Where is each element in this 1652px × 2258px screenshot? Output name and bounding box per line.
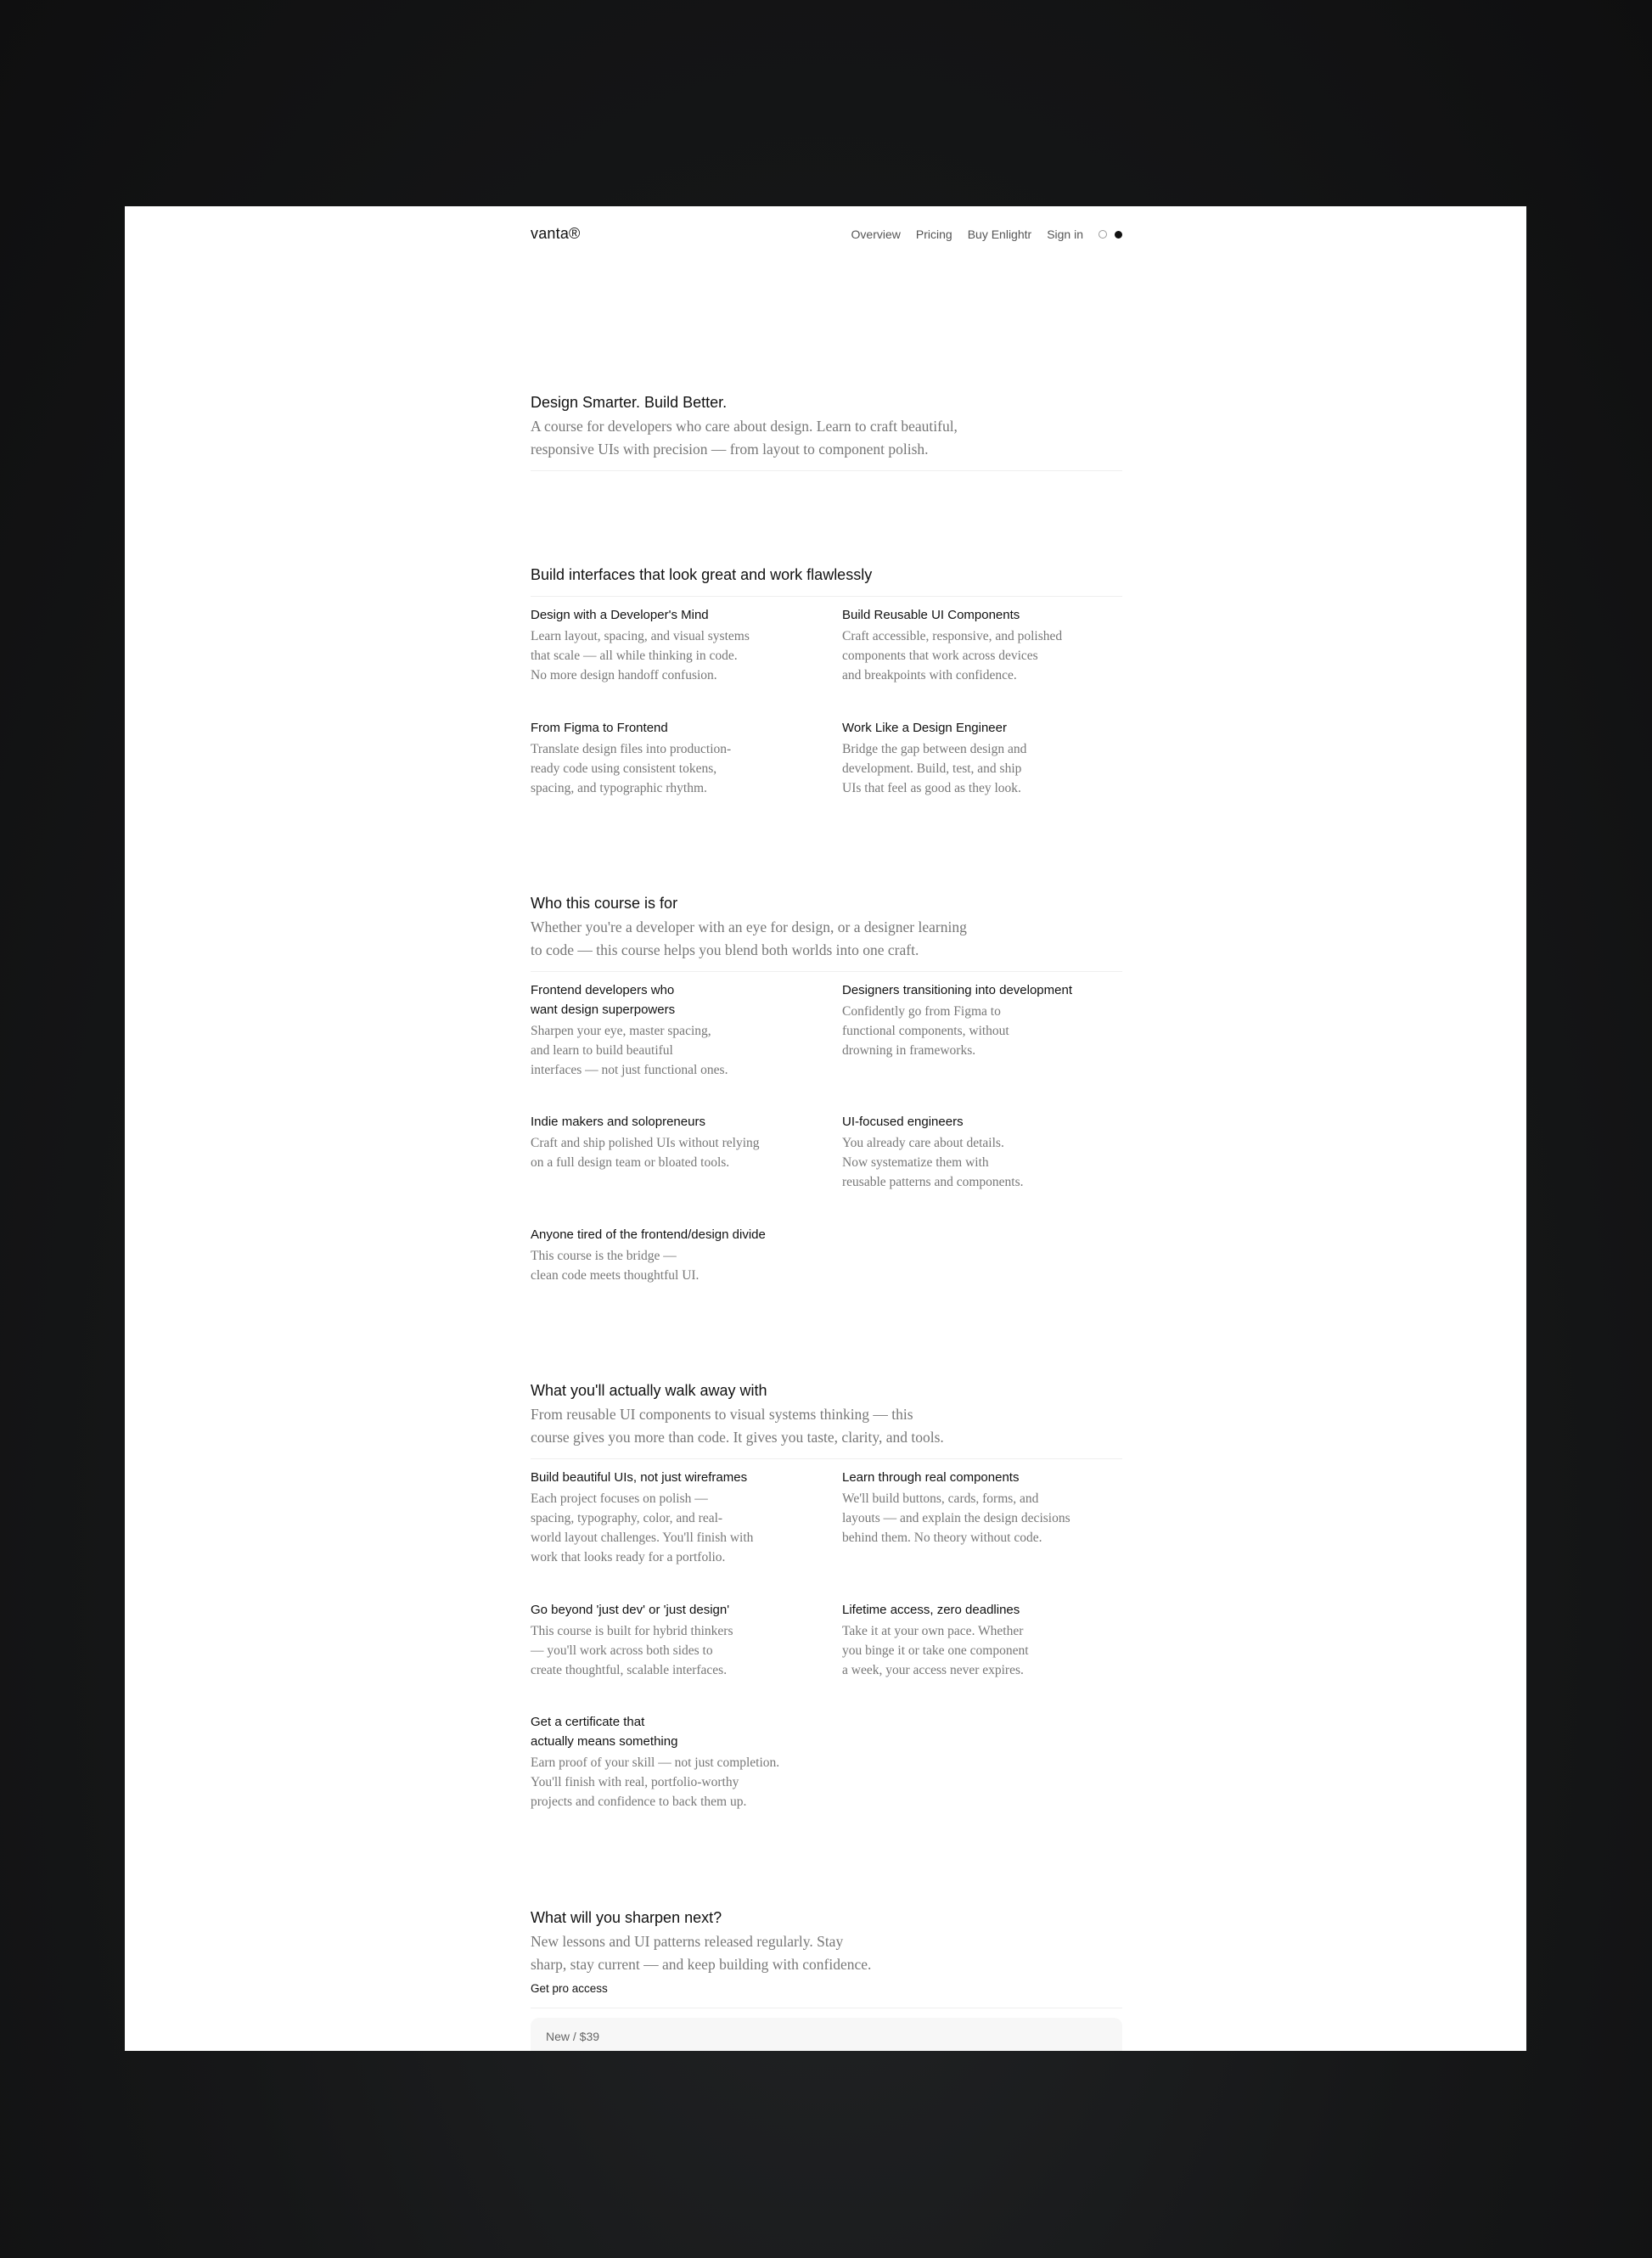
divider (531, 971, 1122, 972)
benefit-item (842, 1468, 1122, 1547)
nav-link-sign-in[interactable]: Sign in (1047, 227, 1083, 241)
item-description: This course is built for hybrid thinkers — you'll work across both sides to create thoughtful, scalable interfaces. (531, 1624, 733, 1677)
item-description: This course is the bridge — clean code meets thoughtful UI. (531, 1249, 700, 1283)
item-title: Learn through real components (842, 1470, 1020, 1485)
item-description: Take it at your own pace. Whether you binge it or take one component a week, your access never expires. (842, 1624, 1029, 1677)
item-description: We'll build buttons, cards, forms, and layouts — and explain the design decisions behind them. No theory without code. (842, 1491, 1070, 1545)
divider (531, 470, 1122, 471)
item-title: Designers transitioning into development (842, 983, 1072, 997)
divider (531, 1458, 1122, 1459)
walk-lead-line-1: From reusable UI components to visual systems thinking — this (531, 1406, 913, 1423)
item-title: Indie makers and solopreneurs (531, 1115, 705, 1129)
audience-item (842, 980, 1122, 1060)
browser-page (125, 206, 1526, 2051)
next-section-title: What will you sharpen next? (531, 1909, 722, 1926)
nav-link-overview[interactable]: Overview (851, 227, 901, 241)
item-description: Craft and ship polished UIs without relying on a full design team or bloated tools. (531, 1136, 760, 1170)
get-pro-access-link[interactable]: Get pro access (531, 1982, 608, 1995)
theme-toggle (1099, 230, 1122, 239)
item-title: Lifetime access, zero deadlines (842, 1603, 1020, 1617)
item-description: Each project focuses on polish — spacing, typography, color, and real- world layout challenges. You'll finish with work that looks ready for a portfolio. (531, 1491, 754, 1564)
audience-item (531, 980, 811, 1080)
pricing-card[interactable] (531, 2018, 1122, 2051)
item-description: You already care about details. Now systematize them with reusable patterns and components. (842, 1136, 1024, 1189)
item-title: Go beyond 'just dev' or 'just design' (531, 1603, 730, 1617)
next-lead-line-1: New lessons and UI patterns released regularly. Stay (531, 1933, 844, 1950)
item-title: Anyone tired of the frontend/design divide (531, 1227, 766, 1242)
nav-links (836, 227, 1122, 241)
price-label: New / $39 (546, 2030, 600, 2043)
item-title: Design with a Developer's Mind (531, 608, 709, 622)
hero-lead-line-2: responsive UIs with precision — from layout to component polish. (531, 441, 929, 458)
item-title: UI-focused engineers (842, 1115, 964, 1129)
hero-lead-line-1: A course for developers who care about design. Learn to craft beautiful, (531, 418, 958, 435)
build-item (842, 718, 1122, 798)
item-title: Build Reusable UI Components (842, 608, 1020, 622)
item-description: Learn layout, spacing, and visual systems that scale — all while thinking in code. No more design handoff confusion. (531, 629, 750, 682)
item-description: Translate design files into production- ready code using consistent tokens, spacing, and typographic rhythm. (531, 742, 732, 795)
nav-link-buy[interactable]: Buy Enlightr (967, 227, 1032, 241)
benefit-item (842, 1600, 1122, 1680)
audience-item (842, 1112, 1122, 1192)
dark-theme-icon[interactable] (1115, 231, 1122, 239)
item-description: Earn proof of your skill — not just completion. You'll finish with real, portfolio-worthy projects and confidence to back them up. (531, 1755, 780, 1809)
top-nav (531, 225, 1122, 250)
who-lead-line-1: Whether you're a developer with an eye for design, or a designer learning (531, 918, 967, 935)
light-theme-icon[interactable] (1099, 230, 1107, 239)
who-section-title: Who this course is for (531, 895, 678, 912)
nav-link-pricing[interactable]: Pricing (915, 227, 952, 241)
walk-lead-line-2: course gives you more than code. It gives you taste, clarity, and tools. (531, 1429, 944, 1446)
build-item (842, 605, 1122, 685)
build-item (531, 718, 811, 798)
build-section-title: Build interfaces that look great and work flawlessly (531, 566, 873, 583)
item-description: Confidently go from Figma to functional components, without drowning in frameworks. (842, 1004, 1009, 1058)
item-description: Sharpen your eye, master spacing, and learn to build beautiful interfaces — not just functional ones. (531, 1024, 728, 1077)
walk-section-title: What you'll actually walk away with (531, 1382, 767, 1399)
who-lead-line-2: to code — this course helps you blend both worlds into one craft. (531, 941, 919, 958)
item-title: Build beautiful UIs, not just wireframes (531, 1470, 748, 1485)
audience-item (531, 1225, 836, 1285)
audience-item (531, 1112, 811, 1172)
benefit-item (531, 1468, 811, 1567)
divider (531, 596, 1122, 597)
item-title: From Figma to Frontend (531, 721, 668, 735)
next-lead-line-2: sharp, stay current — and keep building with confidence. (531, 1956, 872, 1973)
benefit-item (531, 1712, 836, 1811)
item-description: Bridge the gap between design and development. Build, test, and ship UIs that feel as good as they look. (842, 742, 1027, 795)
hero-title: Design Smarter. Build Better. (531, 394, 728, 411)
item-title: Work Like a Design Engineer (842, 721, 1007, 735)
logo[interactable]: vanta® (531, 225, 581, 242)
item-description: Craft accessible, responsive, and polished components that work across devices and breakpoints with confidence. (842, 629, 1063, 682)
item-title: Get a certificate that actually means something (531, 1715, 678, 1749)
item-title: Frontend developers who want design superpowers (531, 983, 676, 1017)
build-item (531, 605, 811, 685)
benefit-item (531, 1600, 811, 1680)
